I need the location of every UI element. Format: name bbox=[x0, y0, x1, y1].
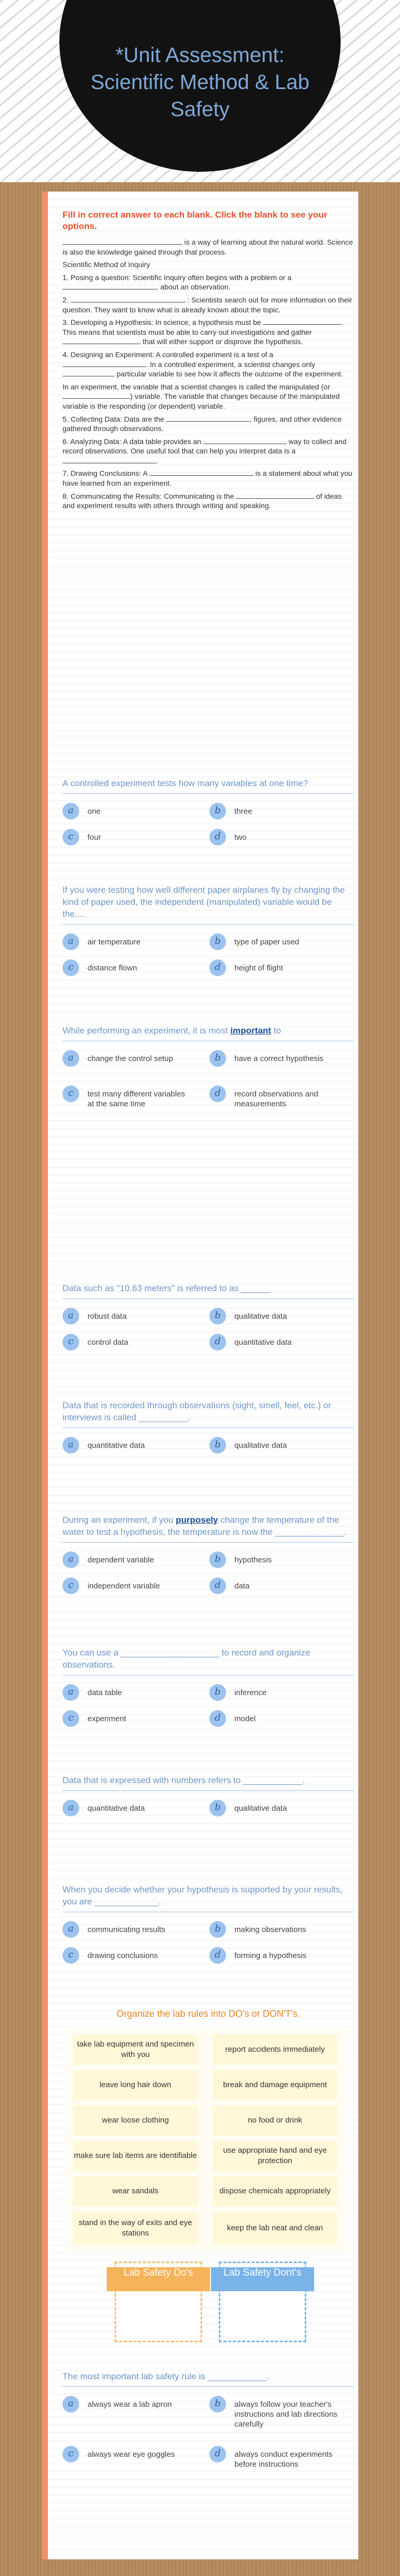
option-letter-badge: a bbox=[63, 1684, 79, 1701]
option-letter-badge: c bbox=[63, 1085, 79, 1102]
rule-card[interactable]: make sure lab items are identifiable bbox=[73, 2141, 198, 2171]
answer-options bbox=[63, 1801, 354, 1822]
passage-text: . This means that scientists must be able to carry out investigations and gather bbox=[63, 318, 344, 336]
passage-text: , about an observation. bbox=[156, 283, 231, 292]
option-letter-badge: b bbox=[209, 1437, 226, 1454]
answer-options bbox=[63, 1686, 354, 1733]
option-letter-badge: b bbox=[209, 2396, 226, 2413]
question-emphasis: purposely bbox=[176, 1515, 218, 1525]
rule-card[interactable]: report accidents immediately bbox=[213, 2035, 338, 2065]
question-text-part: During an experiment, if you bbox=[63, 1515, 173, 1525]
blank-7[interactable] bbox=[63, 369, 115, 376]
blank-12[interactable] bbox=[149, 469, 254, 476]
passage-text: 2. bbox=[63, 295, 69, 304]
sorting-activity bbox=[63, 2009, 354, 2342]
question-text: The most important lab safety rule is ____________. bbox=[63, 2370, 354, 2387]
passage-text: 5. Collecting Data: Data are the bbox=[63, 414, 165, 423]
option-letter-badge: d bbox=[209, 1947, 226, 1964]
dos-drop-zone[interactable] bbox=[115, 2262, 202, 2342]
option-text: always conduct experiments before instructions bbox=[234, 2450, 333, 2469]
passage-text: Scientific Method of Inquiry bbox=[63, 260, 151, 269]
option-text: control data bbox=[88, 1338, 129, 1347]
option-letter-badge: c bbox=[63, 1334, 79, 1350]
passage-text: . In a controlled experiment, a scientist changes only bbox=[146, 360, 316, 369]
option-text: qualitative data bbox=[234, 1312, 287, 1321]
option-text: quantitative data bbox=[88, 1441, 145, 1450]
passage-text: 8. Communicating the Results: Communicating is the bbox=[63, 491, 234, 500]
option-text: type of paper used bbox=[234, 938, 299, 946]
blank-9[interactable] bbox=[166, 414, 249, 422]
passage-text: 3. Developing a Hypothesis: In science, a hypothesis must be bbox=[63, 318, 261, 327]
option-letter-badge: a bbox=[63, 2396, 79, 2413]
donts-banner: Lab Safety Dont's bbox=[211, 2267, 314, 2291]
option-text: have a correct hypothesis bbox=[234, 1054, 323, 1063]
option-text: test many different variables at the same time bbox=[88, 1090, 185, 1108]
option-text: air temperature bbox=[88, 938, 141, 946]
answer-options bbox=[63, 2397, 354, 2491]
passage-text: , figures, and other evidence gathered through observations. bbox=[63, 414, 342, 433]
rule-card[interactable]: dispose chemicals appropriately bbox=[213, 2176, 338, 2206]
title-line-3: Safety bbox=[170, 98, 230, 121]
option-letter-badge: d bbox=[209, 1085, 226, 1102]
option-text: always follow your teacher's instructions and lab directions carefully bbox=[234, 2400, 338, 2429]
card-pool bbox=[67, 2028, 348, 2252]
answer-options bbox=[63, 804, 354, 851]
option-letter-badge: a bbox=[63, 1800, 79, 1816]
worksheet-paper bbox=[42, 192, 358, 2559]
option-letter-badge: b bbox=[209, 933, 226, 950]
option-letter-badge: b bbox=[209, 1308, 226, 1324]
option-text: qualitative data bbox=[234, 1804, 287, 1813]
option-letter-badge: d bbox=[209, 1334, 226, 1350]
sorting-title: Organize the lab rules into DO's or DON'T's. bbox=[116, 2009, 301, 2019]
option-letter-badge: a bbox=[63, 803, 79, 819]
dos-banner: Lab Safety Do's bbox=[107, 2267, 210, 2291]
rule-card[interactable]: break and damage equipment bbox=[213, 2070, 338, 2100]
option-letter-badge: c bbox=[63, 1947, 79, 1964]
question-block bbox=[63, 1025, 354, 1125]
option-letter-badge: b bbox=[209, 1050, 226, 1067]
answer-options bbox=[63, 1553, 354, 1600]
option-letter-badge: b bbox=[209, 1551, 226, 1568]
blank-1[interactable] bbox=[63, 237, 182, 245]
rule-card[interactable]: wear sandals bbox=[73, 2176, 198, 2206]
option-text: inference bbox=[234, 1688, 267, 1697]
option-letter-badge: b bbox=[209, 1800, 226, 1816]
option-letter-badge: a bbox=[63, 1551, 79, 1568]
question-text: When you decide whether your hypothesis is supported by your results, you are _____________. bbox=[63, 1884, 354, 1912]
question-text bbox=[63, 1025, 354, 1041]
blank-13[interactable] bbox=[236, 491, 314, 499]
passage-text: : Scientists search out for more information on their question. They want to know what is already known about the topic. bbox=[63, 295, 353, 314]
question-block bbox=[63, 2370, 354, 2491]
option-text: forming a hypothesis bbox=[234, 1951, 307, 1960]
option-letter-badge: c bbox=[63, 829, 79, 845]
blank-10[interactable] bbox=[203, 437, 286, 444]
rule-card[interactable]: keep the lab neat and clean bbox=[213, 2212, 338, 2245]
option-letter-badge: b bbox=[209, 803, 226, 819]
option-letter-badge: d bbox=[209, 2446, 226, 2463]
blank-3[interactable] bbox=[71, 295, 185, 302]
passage-text: 7. Drawing Conclusions: A bbox=[63, 469, 147, 478]
passage-text: is a statement about what you have learned from an experiment. bbox=[63, 469, 353, 488]
option-letter-badge: c bbox=[63, 1710, 79, 1727]
blank-4[interactable] bbox=[263, 318, 341, 325]
option-letter-badge: a bbox=[63, 1921, 79, 1938]
title-line-2: Scientific Method & Lab bbox=[90, 71, 310, 94]
question-block bbox=[63, 1399, 354, 1459]
blank-6[interactable] bbox=[63, 360, 146, 367]
question-block bbox=[63, 1647, 354, 1733]
passage-text: 4. Designing an Experiment: A controlled experiment is a test of a bbox=[63, 350, 273, 359]
question-text: You can use a ____________________ to record and organize observations. bbox=[63, 1647, 354, 1675]
question-text: Data that is expressed with numbers refers to ____________. bbox=[63, 1774, 354, 1791]
option-text: communicating results bbox=[88, 1925, 166, 1934]
question-text bbox=[63, 1514, 354, 1543]
option-letter-badge: c bbox=[63, 1577, 79, 1594]
passage-text: particular variable to see how it affects the outcome of the experiment. bbox=[116, 370, 343, 378]
blank-8[interactable] bbox=[63, 392, 130, 399]
question-text: Data that is recorded through observations (sight, smell, feel, etc.) or interviews is called __________. bbox=[63, 1399, 354, 1428]
passage-text: In an experiment, the variable that a scientist changes is called the manipulated (or bbox=[63, 382, 330, 391]
option-letter-badge: d bbox=[209, 829, 226, 845]
answer-options bbox=[63, 1052, 354, 1125]
rule-card[interactable]: no food or drink bbox=[213, 2105, 338, 2136]
option-text: three bbox=[234, 807, 253, 816]
option-text: one bbox=[88, 807, 101, 816]
passage-text: 6. Analyzing Data: A data table provides an bbox=[63, 437, 202, 446]
question-block bbox=[63, 1282, 354, 1356]
option-text: qualitative data bbox=[234, 1441, 287, 1450]
question-block bbox=[63, 1884, 354, 1969]
blank-11[interactable] bbox=[63, 456, 156, 463]
option-text: change the control setup bbox=[88, 1054, 173, 1063]
donts-drop-zone[interactable] bbox=[219, 2262, 306, 2342]
option-text: two bbox=[234, 833, 247, 842]
question-text: If you were testing how well different paper airplanes fly by changing the kind of paper used, the independent (manipulated) variable would be the.... bbox=[63, 884, 354, 925]
option-text: drawing conclusions bbox=[88, 1951, 158, 1960]
option-text: experiment bbox=[88, 1714, 127, 1723]
fill-in-passage: is a way of learning about the natural world. Science is also the knowledge gained through that process. Scientific Method of Inquiry 1. Posing a question: Scientific Inquiry often begins with a problem or a , about an observation. 2. : Scientists search out for more information on their question. They want to know what is already known about the topic. 3. Developing a Hypothesis: In science, a hypothesis must be . This means that scientists must be able to carry out investigations and gather that will either support or disprove the hypothesis. 4. Designing an Experiment: A controlled experiment is a test of a . In a controlled experiment, a scientist changes only particular variable to see how it affects the outcome of the experiment. In an experiment, the variable that a scientist changes is called the manipulated (or ) variable. The variable that changes because of the manipulated variable is the responding (or dependent) variable. 5. Collecting Data: Data are the , figures, and other evidence gathered through observations. 6. Analyzing Data: A data table provides an way to collect and record observations. One useful tool that can help you interpret data is a . 7. Drawing Conclusions: A is a statement about what you have learned from an experiment. 8. Communicating the Results: Communicating is the of ideas and experiment results with others through writing and speaking. bbox=[63, 237, 354, 511]
passage-text: of ideas and experiment results with others through writing and speaking. bbox=[63, 491, 342, 510]
answer-options bbox=[63, 935, 354, 982]
answer-options bbox=[63, 1438, 354, 1459]
header-banner bbox=[0, 0, 400, 182]
blank-2[interactable] bbox=[63, 282, 156, 289]
option-text: record observations and measurements bbox=[234, 1090, 318, 1108]
option-text: four bbox=[88, 833, 101, 842]
rule-card[interactable]: take lab equipment and specimen with you bbox=[73, 2035, 198, 2065]
option-text: always wear eye goggles bbox=[88, 2450, 175, 2459]
rule-card[interactable]: use appropriate hand and eye protection bbox=[213, 2141, 338, 2171]
rule-card[interactable]: leave long hair down bbox=[73, 2070, 198, 2100]
fill-in-instructions: Fill in correct answer to each blank. Click the blank to see your options. bbox=[63, 210, 328, 231]
option-text: model bbox=[234, 1714, 256, 1723]
question-text: A controlled experiment tests how many variables at one time? bbox=[63, 777, 354, 794]
option-text: distance flown bbox=[88, 964, 138, 973]
option-text: hypothesis bbox=[234, 1556, 272, 1564]
option-letter-badge: a bbox=[63, 1050, 79, 1067]
option-letter-badge: c bbox=[63, 959, 79, 976]
option-letter-badge: d bbox=[209, 959, 226, 976]
option-letter-badge: b bbox=[209, 1921, 226, 1938]
option-text: always wear a lab apron bbox=[88, 2400, 172, 2409]
option-letter-badge: a bbox=[63, 933, 79, 950]
question-text-part: While performing an experiment, it is most bbox=[63, 1026, 228, 1036]
option-text: height of flight bbox=[234, 964, 283, 973]
option-text: quantitative data bbox=[88, 1804, 145, 1813]
option-letter-badge: b bbox=[209, 1684, 226, 1701]
passage-text: that will either support or disprove the hypothesis. bbox=[142, 337, 303, 346]
question-emphasis: important bbox=[230, 1026, 271, 1036]
option-text: independent variable bbox=[88, 1582, 160, 1590]
question-block bbox=[63, 884, 354, 982]
question-text-part: change the temperature of the water to test a hypothesis, the temperature is now the ______________. bbox=[63, 1515, 347, 1537]
question-block bbox=[63, 1514, 354, 1600]
title-line-1: *Unit Assessment: bbox=[115, 44, 285, 67]
blank-5[interactable] bbox=[63, 337, 141, 344]
option-text: data bbox=[234, 1582, 250, 1590]
passage-text: is a way of learning about the natural world. Science is also the knowledge gained through that process. bbox=[63, 238, 353, 256]
answer-options bbox=[63, 1309, 354, 1356]
option-text: quantitative data bbox=[234, 1338, 292, 1347]
passage-text: way to collect and record observations. One useful tool that can help you interpret data is a bbox=[63, 437, 347, 456]
option-letter-badge: d bbox=[209, 1710, 226, 1727]
option-letter-badge: d bbox=[209, 1577, 226, 1594]
passage-text: 1. Posing a question: Scientific Inquiry often begins with a problem or a bbox=[63, 273, 292, 282]
question-block bbox=[63, 777, 354, 851]
passage-text: ) variable. The variable that changes because of the manipulated variable is the responding (or dependent) variable. bbox=[63, 392, 340, 410]
fill-in-section bbox=[63, 209, 354, 514]
option-text: making observations bbox=[234, 1925, 306, 1934]
option-text: robust data bbox=[88, 1312, 127, 1321]
page-title bbox=[0, 42, 400, 123]
option-letter-badge: a bbox=[63, 1308, 79, 1324]
question-block bbox=[63, 1774, 354, 1822]
option-letter-badge: c bbox=[63, 2446, 79, 2463]
rule-card[interactable]: wear loose clothing bbox=[73, 2105, 198, 2136]
question-text: Data such as "10.63 meters" is referred to as ______ bbox=[63, 1282, 354, 1299]
answer-options bbox=[63, 1923, 354, 1969]
rule-card[interactable]: stand in the way of exits and eye stations bbox=[73, 2212, 198, 2245]
option-text: data table bbox=[88, 1688, 122, 1697]
question-text-part: to bbox=[273, 1026, 281, 1036]
option-letter-badge: a bbox=[63, 1437, 79, 1454]
option-text: dependent variable bbox=[88, 1556, 154, 1564]
